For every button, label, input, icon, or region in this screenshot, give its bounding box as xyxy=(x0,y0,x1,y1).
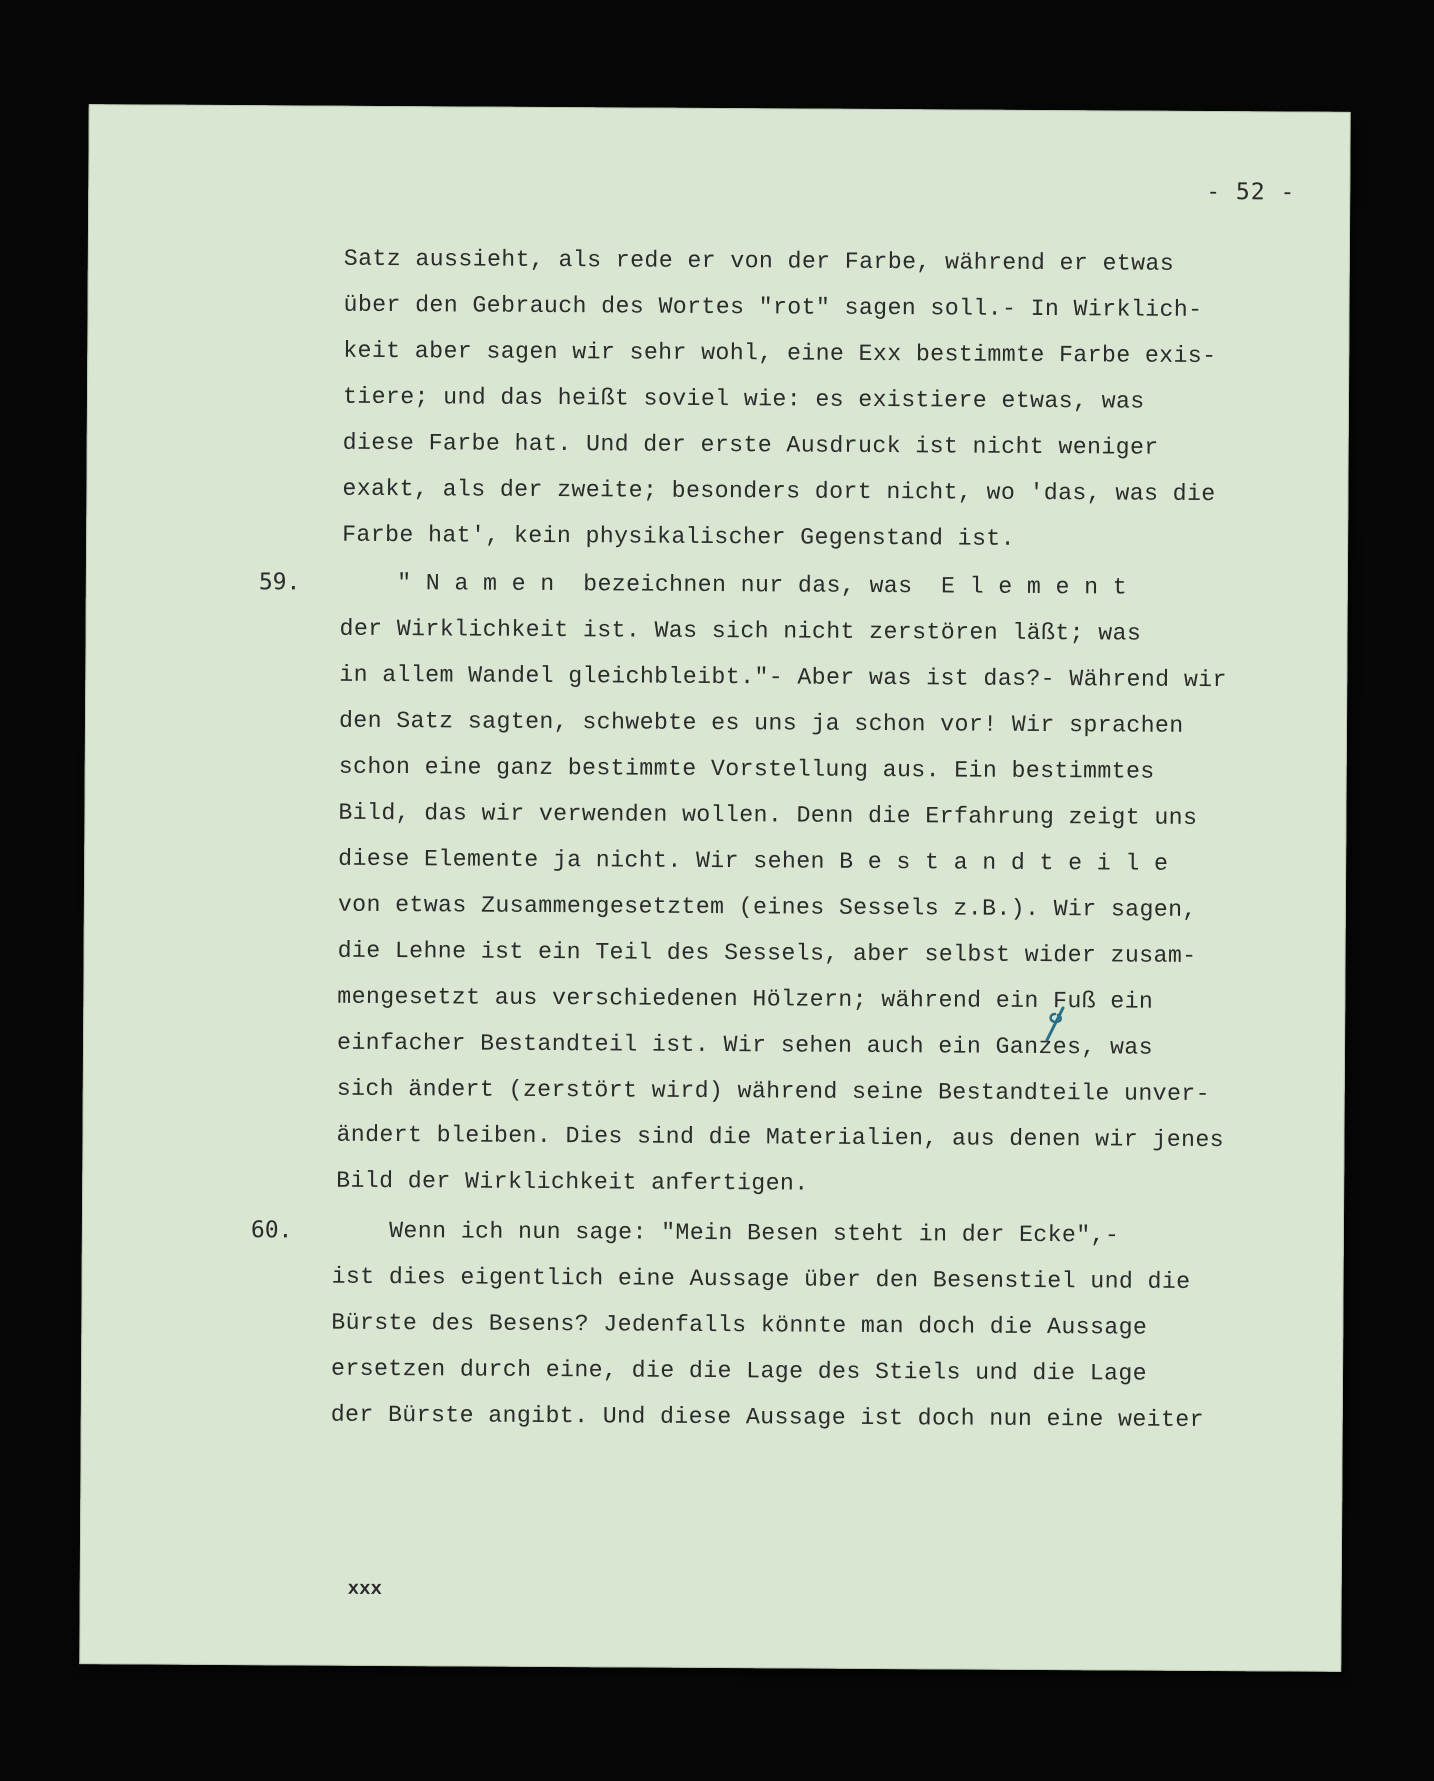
text-line: der Wirklichkeit ist. Was sich nicht zerstören läßt; was xyxy=(339,615,1142,647)
text-line: diese Farbe hat. Und der erste Ausdruck ist nicht weniger xyxy=(342,429,1159,461)
text-line: einfacher Bestandteil ist. Wir sehen auch ein Ganzes, was xyxy=(336,1029,1154,1061)
text-line: mengesetzt aus verschiedenen Hölzern; während ein Fuß ein xyxy=(337,983,1154,1015)
text-line: Farbe hat', kein physikalischer Gegenstand ist. xyxy=(342,521,1016,552)
text-line: in allem Wandel gleichbleibt."- Aber was ist das?- Während wir xyxy=(339,661,1227,694)
text-line: von etwas Zusammengesetztem (eines Sessels z.B.). Wir sagen, xyxy=(337,891,1197,923)
text-line: " N a m e n bezeichnen nur das, was E l e m e n t xyxy=(339,569,1128,601)
text-line: sich ändert (zerstört wird) während seine Bestandteile unver- xyxy=(336,1075,1211,1108)
text-line: Bild, das wir verwenden wollen. Denn die Erfahrung zeigt uns xyxy=(338,799,1198,831)
text-line: tiere; und das heißt soviel wie: es existiere etwas, was xyxy=(342,383,1145,415)
typewritten-page xyxy=(79,104,1351,1672)
struck-out-mark: xxx xyxy=(347,1577,382,1600)
text-line: der Bürste angibt. Und diese Aussage ist doch nun eine weiter xyxy=(330,1401,1205,1433)
text-line: keit aber sagen wir sehr wohl, eine Exx bestimmte Farbe exis- xyxy=(343,337,1217,370)
text-line: diese Elemente ja nicht. Wir sehen B e s t a n d t e i l e xyxy=(338,845,1169,877)
paragraph-number: 59. xyxy=(258,569,301,596)
text-line: Satz aussieht, als rede er von der Farbe, während er etwas xyxy=(343,245,1175,277)
text-line: ändert bleiben. Dies sind die Materialien, aus denen wir jenes xyxy=(336,1121,1225,1154)
text-line: Bild der Wirklichkeit anfertigen. xyxy=(336,1167,809,1197)
text-line: ist dies eigentlich eine Aussage über den Besenstiel und die xyxy=(331,1263,1191,1295)
text-line: den Satz sagten, schwebte es uns ja schon vor! Wir sprachen xyxy=(338,707,1184,739)
text-line: ersetzen durch eine, die die Lage des Stiels und die Lage xyxy=(330,1355,1148,1387)
text-line: schon eine ganz bestimmte Vorstellung aus. Ein bestimmtes xyxy=(338,753,1155,785)
text-line: exakt, als der zweite; besonders dort nicht, wo 'das, was die xyxy=(342,475,1216,508)
text-line: die Lehne ist ein Teil des Sessels, aber selbst wider zusam- xyxy=(337,937,1197,969)
handwritten-correction-icon xyxy=(1043,1004,1069,1044)
text-line: über den Gebrauch des Wortes "rot" sagen soll.- In Wirklich- xyxy=(343,291,1203,323)
text-line: Wenn ich nun sage: "Mein Besen steht in der Ecke",- xyxy=(331,1217,1120,1249)
paragraph-number: 60. xyxy=(250,1217,293,1244)
page-number: - 52 - xyxy=(1206,178,1296,206)
text-line: Bürste des Besens? Jedenfalls könnte man doch die Aussage xyxy=(331,1309,1148,1341)
